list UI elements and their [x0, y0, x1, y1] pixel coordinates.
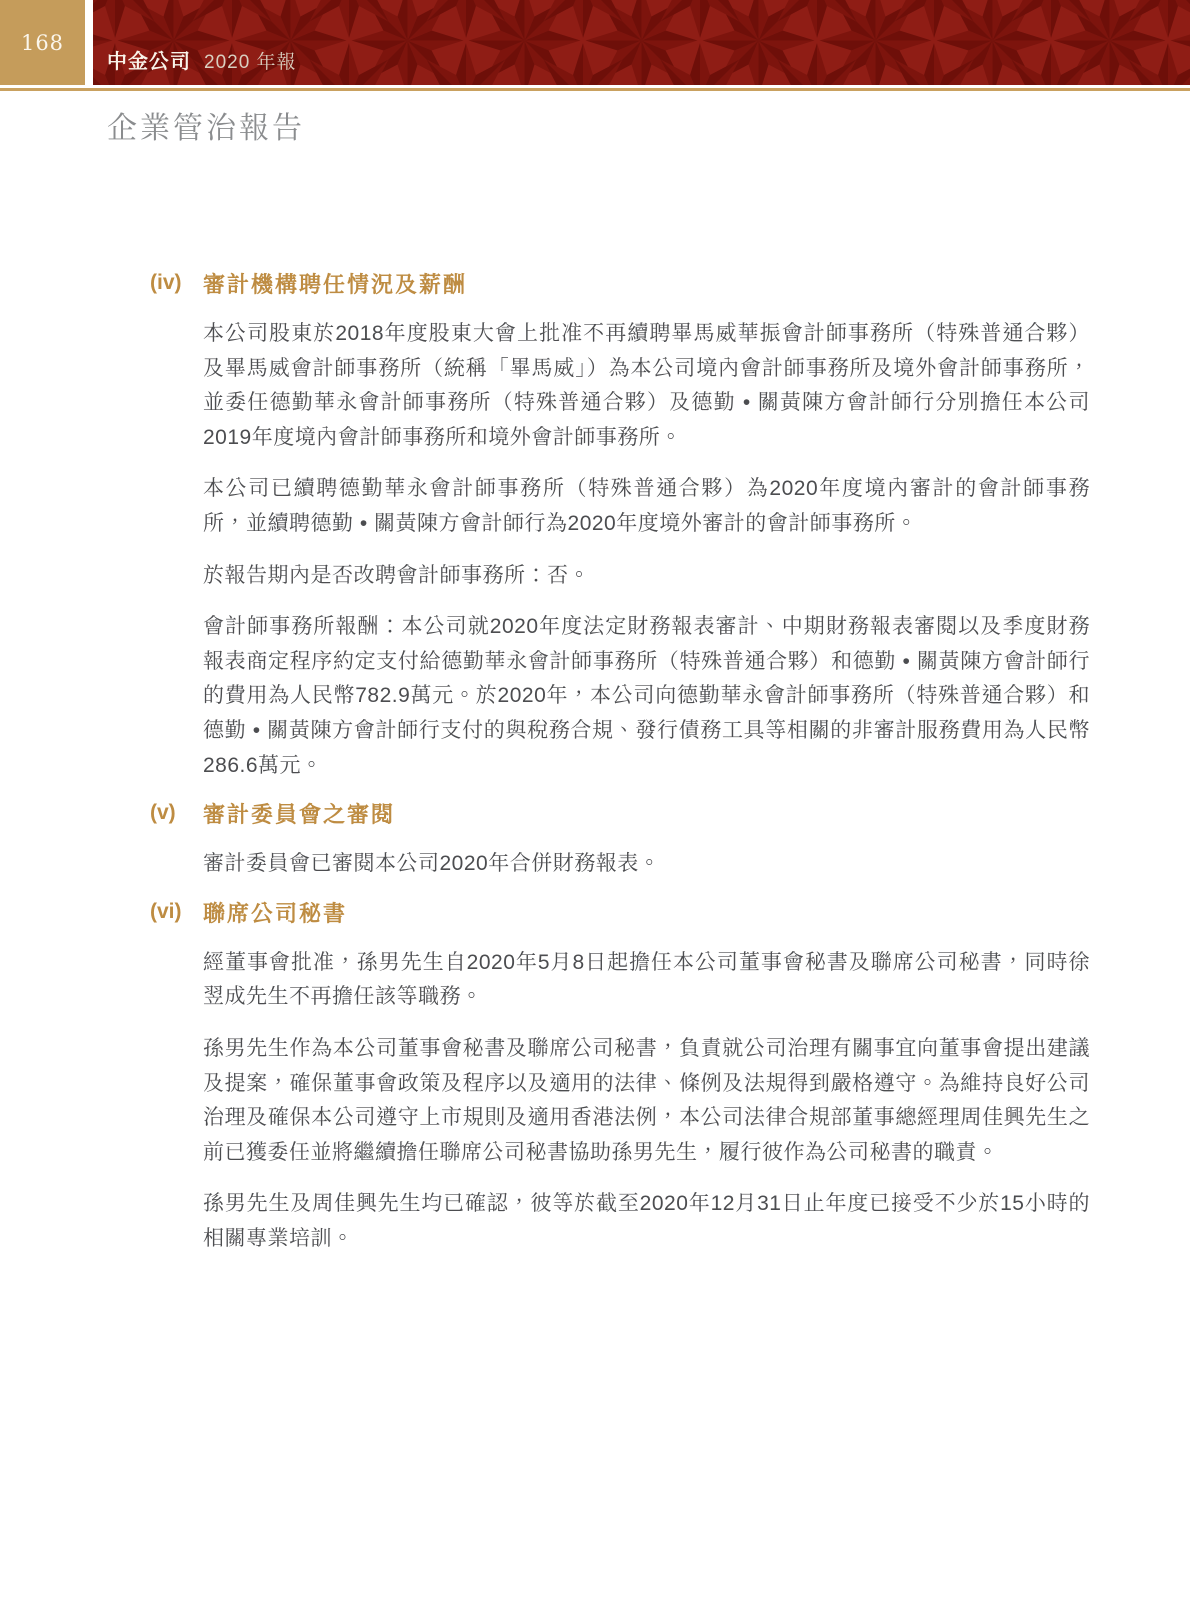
section-v-title: 審計委員會之審閱	[203, 802, 396, 828]
section-iv-title: 審計機構聘任情況及薪酬	[203, 272, 468, 297]
paragraph: 於報告期內是否改聘會計師事務所：否。	[203, 563, 590, 587]
paragraph: 審計委員會已審閱本公司2020年合併財務報表。	[203, 852, 661, 876]
paragraph: 經董事會批准，孫男先生自2020年5月8日起擔任本公司董事會秘書及聯席公司秘書，同時徐翌成先生不再擔任該等職務。	[203, 950, 1090, 1009]
page-header	[0, 0, 1190, 85]
section-iv-number: (iv)	[150, 271, 182, 294]
company-name: 中金公司	[107, 51, 191, 73]
banner-text	[107, 45, 297, 74]
section-vi	[0, 899, 1190, 1257]
paragraph: 會計師事務所報酬：本公司就2020年度法定財務報表審計、中期財務報表審閱以及季度財務報表商定程序約定支付給德勤華永會計師事務所（特殊普通合夥）和德勤 • 關黃陳方會計師行的費用為人民幣782.9萬元。於2020年，本公司向德勤華永會計師事務所（特殊普通合夥）和德勤 • 關黃陳方會計師行支付的與稅務合規、發行債務工具等相關的非審計服務費用為人民幣286.6萬元。	[203, 615, 1090, 777]
paragraph: 孫男先生作為本公司董事會秘書及聯席公司秘書，負責就公司治理有關事宜向董事會提出建議及提案，確保董事會政策及程序以及適用的法律、條例及法規得到嚴格遵守。為維持良好公司治理及確保本公司遵守上市規則及適用香港法例，本公司法律合規部董事總經理周佳興先生之前已獲委任並將繼續擔任聯席公司秘書協助孫男先生，履行彼作為公司秘書的職責。	[203, 1036, 1090, 1164]
paragraph: 本公司已續聘德勤華永會計師事務所（特殊普通合夥）為2020年度境內審計的會計師事務所，並續聘德勤 • 關黃陳方會計師行為2020年度境外審計的會計師事務所。	[203, 477, 1090, 535]
gold-divider	[0, 88, 1190, 91]
section-iv	[0, 270, 1190, 783]
section-v-number: (v)	[150, 801, 176, 825]
section-v-heading	[150, 800, 1090, 830]
page-number-block	[0, 0, 85, 85]
section-vi-number: (vi)	[150, 899, 182, 923]
section-vi-title: 聯席公司秘書	[203, 900, 348, 926]
paragraph: 孫男先生及周佳興先生均已確認，彼等於截至2020年12月31日止年度已接受不少於15小時的相關專業培訓。	[203, 1192, 1090, 1250]
page-title: 企業管治報告	[107, 111, 305, 146]
section-iv-heading	[150, 270, 1090, 300]
report-year-label: 2020 年報	[204, 52, 297, 73]
content	[0, 270, 1190, 1256]
paragraph: 本公司股東於2018年度股東大會上批准不再續聘畢馬威華振會計師事務所（特殊普通合夥）及畢馬威會計師事務所（統稱「畢馬威」）為本公司境內會計師事務所及境外會計師事務所，並委任德勤華永會計師事務所（特殊普通合夥）及德勤 • 關黃陳方會計師行分別擔任本公司2019年度境內會計師事務所和境外會計師事務所。	[203, 322, 1090, 449]
header-banner	[93, 0, 1190, 85]
section-vi-heading	[150, 899, 1090, 929]
page-number: 168	[20, 30, 65, 55]
section-v	[0, 800, 1190, 882]
